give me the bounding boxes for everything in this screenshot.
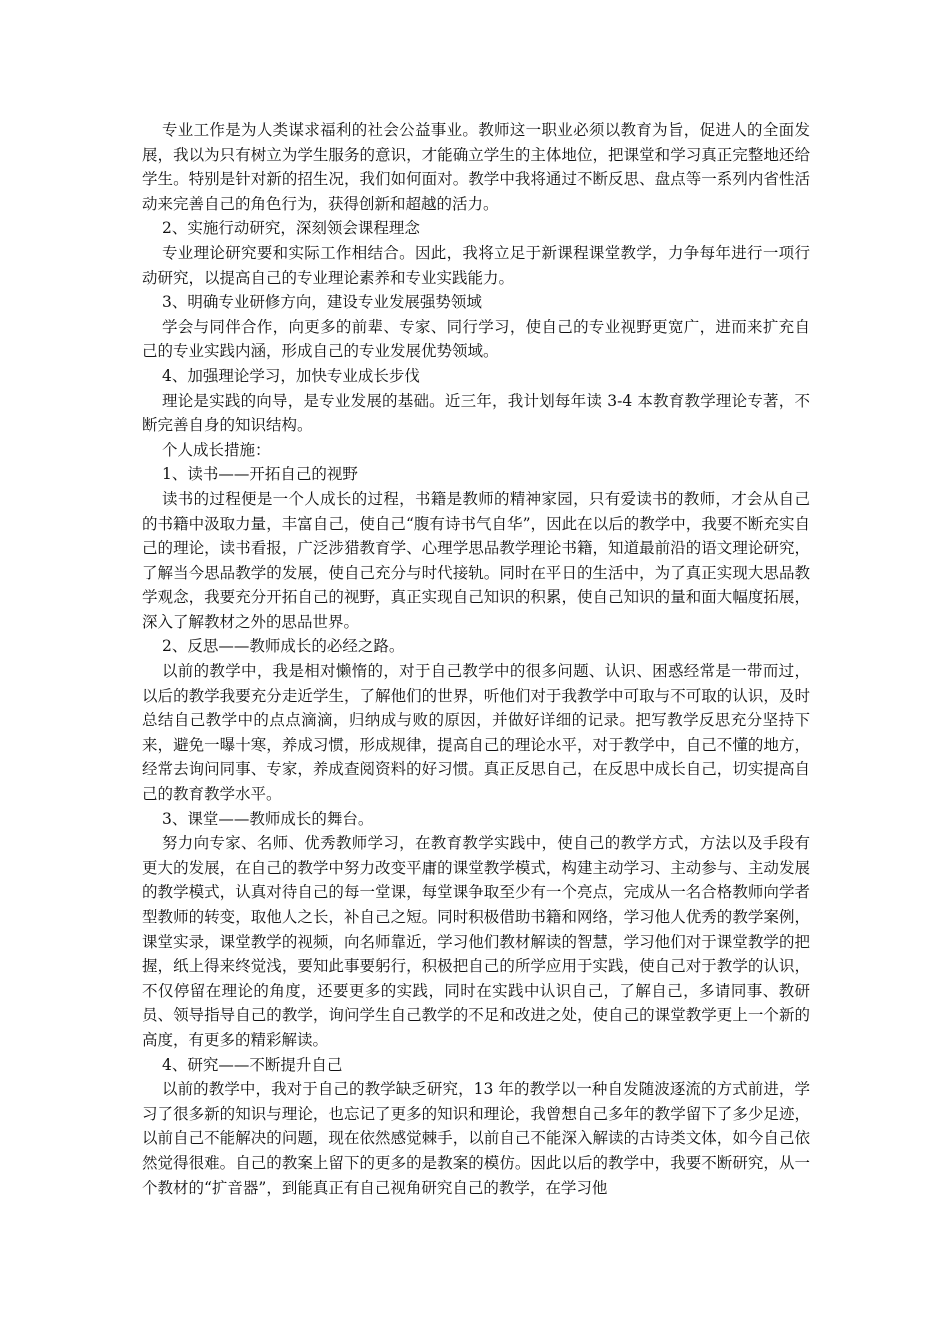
heading-theory-study: 4、加强理论学习，加快专业成长步伐: [162, 366, 420, 385]
heading-research-direction: 3、明确专业研修方向，建设专业发展强势领域: [162, 293, 482, 312]
paragraph-theory-study: 理论是实践的向导，是专业发展的基础。近三年，我计划每年读 3-4 本教育教学理论专著，不断完善自身的知识结构。: [142, 391, 810, 435]
heading-growth-measures: 个人成长措施：: [162, 440, 271, 459]
heading-reading: 1、读书——开拓自己的视野: [162, 465, 358, 484]
heading-research: 4、研究——不断提升自己: [162, 1055, 343, 1074]
heading-reflection: 2、反思——教师成长的必经之路。: [162, 637, 405, 656]
paragraph-research-direction: 学会与同伴合作，向更多的前辈、专家、同行学习，使自己的专业视野更宽广，进而来扩充自己的专业实践内涵，形成自己的专业发展优势领域。: [142, 317, 810, 361]
paragraph-reflection: 以前的教学中，我是相对懒惰的，对于自己教学中的很多问题、认识、困惑经常是一带而过，以后的教学我要充分走近学生，了解他们的世界，听他们对于我教学中可取与不可取的认识，及时总结自己教学中的点点滴滴，归纳成与败的原因，并做好详细的记录。把写教学反思充分坚持下来，避免一曝十寒，养成习惯，形成规律，提高自己的理论水平，对于教学中，自己不懂的地方，经常去询问同事、专家，养成查阅资料的好习惯。真正反思自己，在反思中成长自己，切实提高自己的教育教学水平。: [142, 662, 810, 804]
paragraph-action-research: 专业理论研究要和实际工作相结合。因此，我将立足于新课程课堂教学，力争每年进行一项行动研究，以提高自己的专业理论素养和专业实践能力。: [142, 243, 810, 287]
heading-classroom: 3、课堂——教师成长的舞台。: [162, 809, 374, 828]
paragraph-research: 以前的教学中，我对于自己的教学缺乏研究，13 年的教学以一种自发随波逐流的方式前进，学习了很多新的知识与理论，也忘记了更多的知识和理论，我曾想自己多年的教学留下了多少足迹，以前自己不能解决的问题，现在依然感觉棘手，以前自己不能深入解读的古诗类文体，如今自己依然觉得很难。自己的教案上留下的更多的是教案的模仿。因此以后的教学中，我要不断研究，从一个教材的“扩音器”，到能真正有自己视角研究自己的教学，在学习他: [142, 1080, 810, 1197]
heading-action-research: 2、实施行动研究，深刻领会课程理念: [162, 219, 420, 238]
paragraph-reading: 读书的过程便是一个人成长的过程，书籍是教师的精神家园，只有爱读书的教师，才会从自己的书籍中汲取力量，丰富自己，使自己“腹有诗书气自华”，因此在以后的教学中，我要不断充实自己的理论，读书看报，广泛涉猎教育学、心理学思品教学理论书籍，知道最前沿的语文理论研究，了解当今思品教学的发展，使自己充分与时代接轨。同时在平日的生活中，为了真正实现大思品教学观念，我要充分开拓自己的视野，真正实现自己知识的积累，使自己知识的量和面大幅度拓展，深入了解教材之外的思品世界。: [142, 489, 810, 631]
document-body: [142, 118, 810, 1200]
paragraph-intro: 专业工作是为人类谋求福利的社会公益事业。教师这一职业必须以教育为旨，促进人的全面发展，我以为只有树立为学生服务的意识，才能确立学生的主体地位，把课堂和学习真正完整地还给学生。特别是针对新的招生况，我们如何面对。教学中我将通过不断反思、盘点等一系列内省性活动来完善自己的角色行为，获得创新和超越的活力。: [142, 121, 810, 213]
paragraph-classroom: 努力向专家、名师、优秀教师学习，在教育教学实践中，使自己的教学方式，方法以及手段有更大的发展，在自己的教学中努力改变平庸的课堂教学模式，构建主动学习、主动参与、主动发展的教学模式，认真对待自己的每一堂课，每堂课争取至少有一个亮点，完成从一名合格教师向学者型教师的转变，取他人之长，补自己之短。同时积极借助书籍和网络，学习他人优秀的教学案例，课堂实录，课堂教学的视频，向名师靠近，学习他们教材解读的智慧，学习他们对于课堂教学的把握，纸上得来终觉浅，要知此事要躬行，积极把自己的所学应用于实践，使自己对于教学的认识，不仅停留在理论的角度，还要更多的实践，同时在实践中认识自己，了解自己，多请同事、教研员、领导指导自己的教学，询问学生自己教学的不足和改进之处，使自己的课堂教学更上一个新的高度，有更多的精彩解读。: [142, 834, 810, 1049]
